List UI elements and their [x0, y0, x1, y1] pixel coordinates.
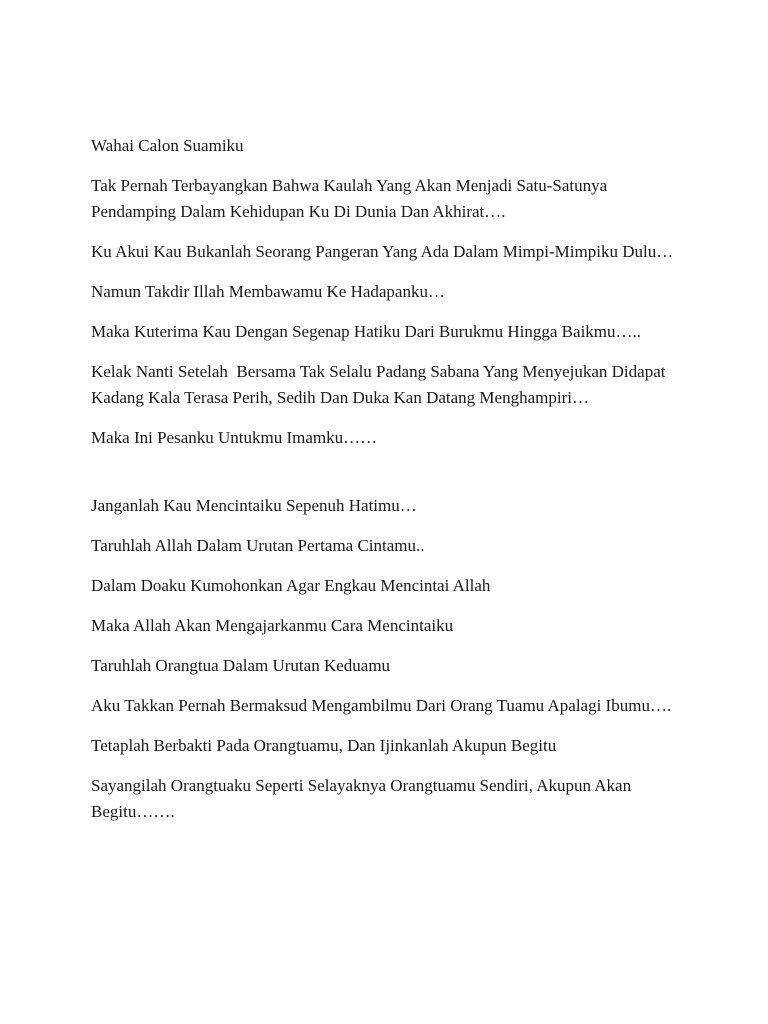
paragraph: Maka Ini Pesanku Untukmu Imamku……	[91, 428, 378, 447]
paragraph: Aku Takkan Pernah Bermaksud Mengambilmu Dari Orang Tuamu Apalagi Ibumu….	[91, 696, 672, 715]
paragraph: Tetaplah Berbakti Pada Orangtuamu, Dan Ijinkanlah Akupun Begitu	[91, 736, 557, 755]
paragraph: Tak Pernah Terbayangkan Bahwa Kaulah Yang Akan Menjadi Satu-Satunya Pendamping Dalam Kehidupan Ku Di Dunia Dan Akhirat….	[91, 176, 612, 221]
paragraph: Kelak Nanti Setelah Bersama Tak Selalu Padang Sabana Yang Menyejukan Didapat Kadang Kala Terasa Perih, Sedih Dan Duka Kan Datang Menghampiri…	[91, 362, 670, 407]
paragraph: Maka Kuterima Kau Dengan Segenap Hatiku Dari Burukmu Hingga Baikmu…..	[91, 322, 642, 341]
paragraph: Taruhlah Orangtua Dalam Urutan Keduamu	[91, 656, 391, 675]
paragraph: Namun Takdir Illah Membawamu Ke Hadapanku…	[91, 282, 445, 301]
section-gap	[91, 465, 691, 493]
document-body	[91, 133, 691, 839]
paragraph: Dalam Doaku Kumohonkan Agar Engkau Mencintai Allah	[91, 576, 491, 595]
paragraph: Maka Allah Akan Mengajarkanmu Cara Mencintaiku	[91, 616, 454, 635]
paragraph: Taruhlah Allah Dalam Urutan Pertama Cintamu..	[91, 536, 425, 555]
paragraph: Janganlah Kau Mencintaiku Sepenuh Hatimu…	[91, 496, 417, 515]
paragraph: Ku Akui Kau Bukanlah Seorang Pangeran Yang Ada Dalam Mimpi-Mimpiku Dulu…	[91, 242, 674, 261]
paragraph: Sayangilah Orangtuaku Seperti Selayaknya Orangtuamu Sendiri, Akupun Akan Begitu…….	[91, 776, 636, 821]
paragraph-title: Wahai Calon Suamiku	[91, 136, 244, 155]
